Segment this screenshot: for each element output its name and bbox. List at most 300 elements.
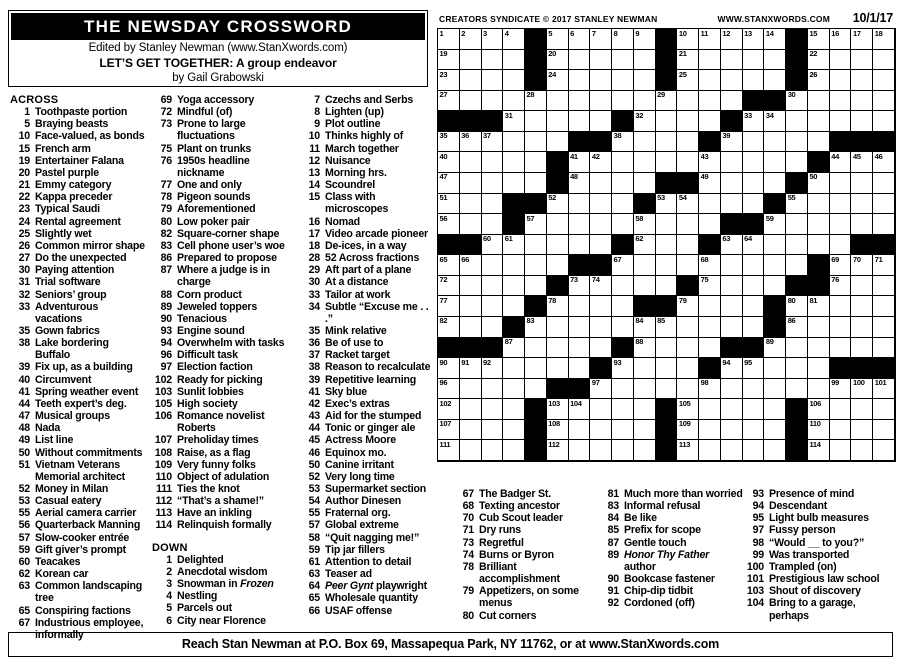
clue	[599, 537, 743, 549]
grid-cell	[699, 29, 721, 50]
clue	[599, 488, 743, 500]
clue-number: 32	[18, 288, 30, 301]
grid-cell	[460, 29, 482, 50]
clue-text: Adventurous vacations	[35, 300, 99, 325]
grid-cell-black	[590, 255, 612, 276]
clue-text: Class with microscopes	[325, 191, 389, 216]
clue	[152, 374, 294, 386]
clue	[152, 106, 294, 118]
clue-text: Do the unexpected	[35, 252, 127, 265]
cell-number: 18	[874, 28, 883, 38]
grid-cell	[677, 50, 699, 71]
clue-text: Braying beasts	[35, 118, 109, 131]
grid-cell-black	[699, 358, 721, 379]
grid-cell	[460, 379, 482, 400]
grid-cell	[612, 440, 634, 461]
clue-text: Casual eatery	[35, 495, 102, 508]
cell-number: 53	[657, 193, 665, 203]
clue-number: 78	[462, 560, 474, 573]
cell-number: 46	[874, 151, 883, 161]
grid-cell	[764, 173, 786, 194]
cell-number: 15	[809, 28, 818, 38]
clue-text: Very long time	[325, 470, 395, 483]
grid-cell	[873, 70, 895, 91]
clue-text: Slightly wet	[35, 227, 92, 240]
cell-number: 75	[700, 275, 709, 285]
clue-text: Tenacious	[177, 312, 227, 325]
grid-cell-black	[503, 194, 525, 215]
grid-cell	[721, 440, 743, 461]
grid-cell	[460, 50, 482, 71]
grid-cell	[482, 173, 504, 194]
clue	[10, 605, 146, 617]
clue	[300, 519, 435, 531]
grid-cell	[699, 70, 721, 91]
grid-cell	[808, 194, 830, 215]
grid-cell	[721, 399, 743, 420]
cell-number: 76	[831, 275, 839, 285]
clue-number: 107	[154, 434, 172, 447]
clue-number: 39	[18, 361, 30, 374]
clue-text: Quarterback Manning	[35, 519, 141, 532]
grid-cell	[721, 235, 743, 256]
grid-cell	[612, 214, 634, 235]
grid-cell	[873, 91, 895, 112]
grid-cell	[569, 152, 591, 173]
grid-cell	[656, 132, 678, 153]
grid-cell-black	[656, 440, 678, 461]
grid-cell	[634, 50, 656, 71]
clue-number: 84	[607, 512, 619, 525]
clue-text: List line	[35, 434, 74, 447]
grid-cell	[677, 358, 699, 379]
cell-number: 94	[722, 357, 731, 367]
clue-text: Ready for picking	[177, 373, 263, 386]
clue-number: 11	[309, 142, 320, 155]
grid-cell	[590, 91, 612, 112]
clue-text: Attention to detail	[325, 555, 412, 568]
clue	[454, 537, 598, 549]
clue-text: USAF offense	[325, 604, 393, 617]
clue-number: 90	[160, 312, 172, 325]
grid-cell	[677, 399, 699, 420]
cell-number: 40	[439, 151, 448, 161]
clue	[300, 118, 435, 130]
grid-cell	[525, 379, 547, 400]
clue	[300, 568, 435, 580]
grid-cell-black	[634, 194, 656, 215]
grid-cell	[851, 111, 873, 132]
grid-cell	[525, 317, 547, 338]
clue	[10, 434, 146, 446]
syndicate-credit: CREATORS SYNDICATE © 2017 STANLEY NEWMAN	[439, 14, 658, 24]
cell-number: 89	[765, 337, 774, 347]
grid-cell	[677, 111, 699, 132]
grid-cell	[525, 358, 547, 379]
grid-cell	[743, 317, 765, 338]
grid-cell-black	[786, 29, 808, 50]
grid-cell	[699, 91, 721, 112]
clue	[152, 94, 294, 106]
grid-cell	[786, 338, 808, 359]
clue-number: 2	[166, 565, 172, 578]
clue-number: 26	[18, 239, 30, 252]
clue-number: 37	[308, 349, 320, 362]
clue-text: Engine sound	[177, 324, 245, 337]
grid-cell	[612, 70, 634, 91]
cell-number: 109	[678, 419, 691, 429]
clue-text: Plot outline	[325, 118, 381, 131]
grid-cell	[612, 152, 634, 173]
grid-cell-black	[656, 70, 678, 91]
clue-number: 112	[155, 495, 172, 508]
grid-cell	[786, 194, 808, 215]
grid-cell	[438, 379, 460, 400]
grid-cell	[786, 358, 808, 379]
grid-cell	[851, 440, 873, 461]
grid-cell	[438, 420, 460, 441]
cell-number: 80	[787, 295, 796, 305]
grid-cell	[634, 70, 656, 91]
clue-number: 63	[308, 568, 320, 581]
grid-cell	[503, 276, 525, 297]
grid-cell	[786, 235, 808, 256]
clue	[300, 143, 435, 155]
grid-cell	[851, 420, 873, 441]
grid-cell	[569, 420, 591, 441]
clue-text: Was transported	[769, 548, 850, 561]
clue-number: 83	[607, 500, 619, 513]
grid-cell	[612, 358, 634, 379]
grid-cell	[547, 358, 569, 379]
clue-number: 78	[160, 191, 172, 204]
grid-cell	[503, 111, 525, 132]
clue-number: 22	[18, 191, 30, 204]
clue-number: 50	[308, 458, 320, 471]
grid-cell-black	[569, 255, 591, 276]
grid-cell	[743, 255, 765, 276]
clue	[152, 252, 294, 264]
cell-number: 91	[461, 357, 469, 367]
cell-number: 96	[439, 378, 448, 388]
clue-number: 44	[18, 397, 30, 410]
grid-cell	[612, 50, 634, 71]
clue-number: 114	[155, 519, 172, 532]
grid-cell-black	[482, 338, 504, 359]
clue-text: Subtle “Excuse me . . .”	[325, 300, 429, 325]
clue-number: 8	[314, 106, 320, 119]
cell-number: 78	[548, 295, 557, 305]
clue-number: 19	[18, 154, 30, 167]
clue	[152, 398, 294, 410]
clue-text: Gentle touch	[624, 536, 687, 549]
clue-text: Dry runs	[479, 524, 521, 537]
grid-cell	[656, 379, 678, 400]
clue	[599, 573, 743, 585]
grid-cell	[677, 132, 699, 153]
grid-cell	[873, 255, 895, 276]
clue	[10, 216, 146, 228]
cell-number: 42	[591, 151, 600, 161]
website-url: WWW.STANXWORDS.COM	[717, 14, 830, 24]
clue	[300, 495, 435, 507]
cell-number: 83	[526, 316, 535, 326]
clue-number: 31	[18, 276, 30, 289]
clue-number: 14	[308, 179, 320, 192]
grid-cell-black	[786, 276, 808, 297]
grid-cell	[590, 50, 612, 71]
clue-text: Cell phone user’s woe	[177, 239, 285, 252]
grid-cell-black	[547, 152, 569, 173]
cell-number: 88	[635, 337, 644, 347]
clue-text: Spring weather event	[35, 385, 139, 398]
clue-text: Typical Saudi	[35, 203, 100, 216]
grid-cell	[482, 29, 504, 50]
grid-cell	[743, 152, 765, 173]
clue	[300, 155, 435, 167]
clue-number: 99	[752, 548, 764, 561]
byline: by Gail Grabowski	[172, 72, 264, 84]
cell-number: 114	[809, 439, 821, 449]
grid-cell	[764, 276, 786, 297]
grid-cell	[590, 317, 612, 338]
clue-text: Tonic or ginger ale	[325, 422, 416, 435]
grid-cell	[460, 420, 482, 441]
grid-cell	[438, 296, 460, 317]
grid-cell	[482, 440, 504, 461]
grid-cell	[525, 111, 547, 132]
grid-cell	[503, 132, 525, 153]
clue-number: 96	[160, 349, 172, 362]
grid-cell	[438, 152, 460, 173]
grid-cell	[873, 173, 895, 194]
clue-number: 87	[160, 264, 172, 277]
clue-number: 16	[308, 215, 320, 228]
grid-cell	[503, 338, 525, 359]
grid-cell	[612, 276, 634, 297]
grid-cell	[830, 194, 852, 215]
clue-text: Square-corner shape	[177, 227, 280, 240]
grid-cell	[656, 194, 678, 215]
grid-cell	[547, 235, 569, 256]
grid-cell	[656, 111, 678, 132]
grid-cell	[808, 111, 830, 132]
cell-number: 34	[765, 110, 774, 120]
clue-number: 40	[18, 373, 30, 386]
grid-cell	[482, 194, 504, 215]
cell-number: 4	[504, 28, 509, 38]
grid-cell	[438, 50, 460, 71]
clue	[152, 386, 294, 398]
clue-text: Snowman in Frozen	[177, 578, 274, 591]
clue-number: 88	[160, 288, 172, 301]
clue	[152, 590, 294, 602]
cell-number: 77	[439, 295, 448, 305]
clue-text: Actress Moore	[325, 434, 396, 447]
clue	[152, 361, 294, 373]
grid-cell	[721, 194, 743, 215]
grid-cell	[569, 399, 591, 420]
clue-number: 104	[746, 597, 764, 610]
clue	[300, 216, 435, 228]
grid-cell	[786, 111, 808, 132]
grid-cell-black	[656, 173, 678, 194]
clue-number: 51	[18, 458, 30, 471]
clue	[10, 240, 146, 252]
grid-cell	[482, 358, 504, 379]
grid-cell	[612, 379, 634, 400]
cell-number: 108	[548, 419, 560, 429]
clue-text: At a distance	[325, 276, 389, 289]
cell-number: 32	[635, 110, 644, 120]
grid-cell	[743, 132, 765, 153]
cell-number: 12	[722, 28, 731, 38]
clue-number: 7	[314, 94, 320, 106]
clue	[454, 500, 598, 512]
puzzle-header-box	[8, 10, 428, 87]
grid-cell-black	[590, 358, 612, 379]
clue-number: 80	[160, 215, 172, 228]
grid-cell	[634, 379, 656, 400]
grid-cell	[569, 276, 591, 297]
clue	[152, 337, 294, 349]
grid-cell	[656, 152, 678, 173]
clue-number: 41	[18, 385, 30, 398]
clue-text: Scoundrel	[325, 179, 375, 192]
clue	[300, 179, 435, 191]
clue-text: Fussy person	[769, 524, 836, 537]
grid-cell	[460, 173, 482, 194]
clue	[10, 519, 146, 531]
clue-number: 53	[18, 495, 30, 508]
cell-number: 27	[439, 90, 448, 100]
clue-text: Common mirror shape	[35, 239, 145, 252]
grid-cell	[525, 91, 547, 112]
grid-cell	[830, 173, 852, 194]
clue-number: 65	[18, 604, 30, 617]
cell-number: 87	[504, 337, 513, 347]
clue-text: Gift giver’s prompt	[35, 543, 126, 556]
clue-number: 59	[308, 543, 320, 556]
clue-number: 103	[746, 585, 764, 598]
cell-number: 95	[744, 357, 752, 367]
clue	[744, 512, 894, 524]
clue-text: Korean car	[35, 568, 89, 581]
grid-cell	[634, 255, 656, 276]
clue-text: Racket target	[325, 349, 390, 362]
clue-text: Czechs and Serbs	[325, 94, 414, 106]
cell-number: 104	[570, 398, 582, 408]
clue-number: 82	[160, 227, 172, 240]
down-heading: DOWN	[152, 541, 188, 554]
grid-cell-black	[656, 296, 678, 317]
clue-number: 92	[607, 597, 619, 610]
grid-cell-black	[547, 173, 569, 194]
clue-text: “Quit nagging me!”	[325, 531, 420, 544]
clue-text: Nomad	[325, 215, 360, 228]
grid-cell	[503, 29, 525, 50]
grid-cell	[721, 358, 743, 379]
cell-number: 68	[700, 254, 709, 264]
grid-cell-black	[656, 50, 678, 71]
clue-text: Appetizers, on some menus	[479, 585, 579, 610]
grid-cell	[851, 173, 873, 194]
grid-cell	[590, 70, 612, 91]
clue-text: Very funny folks	[177, 458, 256, 471]
clue	[10, 422, 146, 434]
grid-cell-black	[569, 132, 591, 153]
grid-cell	[764, 235, 786, 256]
clue-text: Honor Thy Father author	[624, 548, 710, 573]
cell-number: 41	[570, 151, 578, 161]
cell-number: 7	[591, 28, 596, 38]
grid-cell	[764, 399, 786, 420]
grid-cell-black	[830, 132, 852, 153]
grid-cell	[699, 255, 721, 276]
cell-number: 10	[678, 28, 687, 38]
clue	[599, 597, 743, 609]
clue-number: 44	[308, 422, 320, 435]
clue-text: Money in Milan	[35, 483, 109, 495]
grid-cell	[460, 276, 482, 297]
grid-cell	[590, 420, 612, 441]
grid-cell-black	[547, 276, 569, 297]
clue	[10, 447, 146, 459]
cell-number: 52	[548, 193, 557, 203]
grid-cell	[851, 152, 873, 173]
grid-cell	[634, 358, 656, 379]
grid-cell	[699, 440, 721, 461]
cell-number: 19	[439, 49, 448, 59]
grid-cell	[460, 317, 482, 338]
grid-cell	[830, 379, 852, 400]
grid-cell	[851, 379, 873, 400]
grid-cell	[460, 91, 482, 112]
grid-cell-black	[656, 420, 678, 441]
clue-number: 67	[462, 488, 474, 500]
cell-number: 43	[700, 151, 709, 161]
cell-number: 62	[635, 234, 644, 244]
clue-text: Nuisance	[325, 154, 371, 167]
clue-number: 29	[308, 264, 320, 277]
grid-cell	[851, 296, 873, 317]
grid-cell	[873, 50, 895, 71]
grid-cell-black	[764, 317, 786, 338]
cell-number: 74	[591, 275, 600, 285]
grid-cell	[830, 338, 852, 359]
clue-number: 18	[308, 239, 320, 252]
grid-cell-black	[830, 358, 852, 379]
clue-number: 72	[160, 106, 172, 119]
cell-number: 113	[678, 439, 691, 449]
clue-text: Musical groups	[35, 410, 110, 423]
grid-cell	[656, 358, 678, 379]
grid-cell	[656, 235, 678, 256]
grid-cell	[721, 50, 743, 71]
grid-cell	[786, 91, 808, 112]
grid-cell	[786, 132, 808, 153]
clue-number: 24	[18, 215, 30, 228]
grid-cell	[743, 440, 765, 461]
cell-number: 106	[809, 398, 822, 408]
cell-number: 28	[526, 90, 535, 100]
grid-cell-black	[873, 132, 895, 153]
clue-number: 25	[18, 227, 30, 240]
clue-number: 68	[462, 500, 474, 513]
clue-text: Rental agreement	[35, 215, 121, 228]
grid-cell	[656, 276, 678, 297]
grid-cell	[764, 338, 786, 359]
